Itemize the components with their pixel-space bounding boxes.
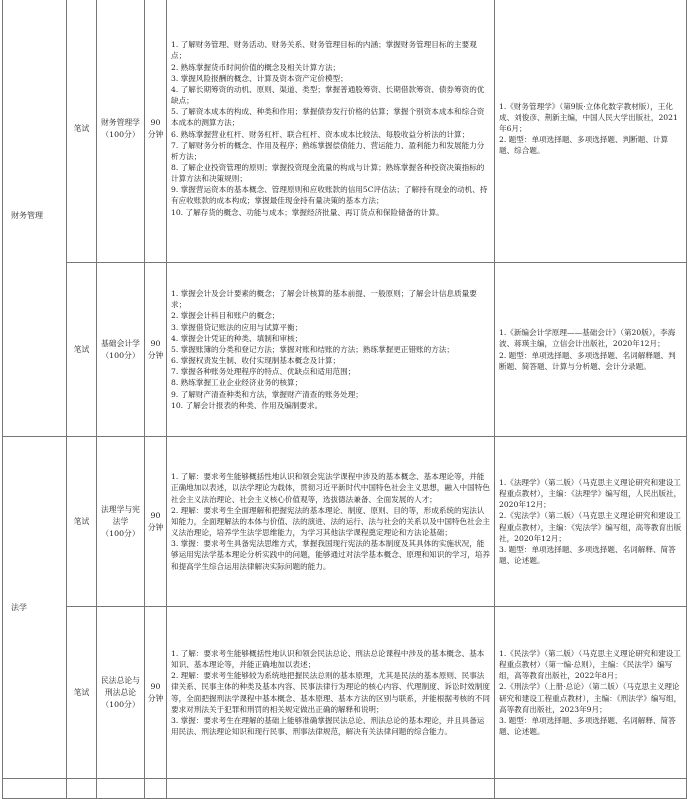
course-score: （100分） (101, 528, 140, 538)
requirement-item: 1. 了解财务管理、财务活动、财务关系、财务管理目标的内涵；掌握财务管理目标的主要观点； (171, 40, 477, 61)
requirement-item: 7. 掌握各种账务处理程序的特点、优缺点和适用范围； (171, 367, 356, 377)
textbook-item: 2.《刑法学》（上册·总论）（第二版）（马克思主义理论研究和建设工程重点教材），主编：《刑法学》编写组，高等教育出版社，2023年9月； (499, 682, 682, 714)
table-row (3, 779, 687, 799)
requirement-item: 10. 了解会计报表的种类、作用及编制要求。 (171, 400, 323, 410)
exam-type-cell: 笔试 (67, 607, 97, 779)
time-value: 90 (150, 338, 161, 348)
course-cell (97, 607, 145, 779)
requirement-item: 1. 掌握会计及会计要素的概念；了解会计核算的基本前提、一般原则；了解会计信息质量要求； (171, 289, 477, 310)
time-value: 90 (150, 681, 161, 691)
course-cell (97, 263, 145, 437)
textbook-item: 3. 题型：单项选择题、多项选择题、名词解释、简答题、论述题。 (499, 544, 676, 565)
requirement-item: 3. 掌握风险报酬的概念、计算及资本资产定价模型； (171, 73, 348, 83)
course-cell (97, 437, 145, 607)
requirement-item: 3. 掌握借贷记账法的应用与试算平衡； (171, 322, 303, 332)
time-unit: 分钟 (147, 350, 164, 360)
requirement-item: 8. 了解企业投资管理的原则；掌握投资现金流量的构成与计算；熟练掌握各种投资决策指标的计算方法和决策规则； (171, 162, 485, 184)
time-value: 90 (150, 117, 161, 127)
textbook-cell (495, 607, 687, 779)
empty-cell (67, 779, 97, 799)
requirements-cell (167, 437, 495, 607)
requirement-item: 1. 了解：要求考生能够概括性地认识和领会民法总论、刑法总论课程中涉及的基本概念、基本知识、基本理论等，并能正确地加以表述； (171, 648, 485, 670)
table-row (3, 607, 687, 779)
time-cell (145, 0, 167, 263)
exam-type-cell: 笔试 (67, 437, 97, 607)
textbook-item: 1.《民法学》（第二版）（马克思主义理论研究和建设工程重点教材）（第一编·总则），主编：《民法学》编写组，高等教育出版社，2022年8月； (499, 648, 681, 681)
requirement-item: 6. 熟练掌握营业杠杆、财务杠杆、联合杠杆、资本成本比较法、每股收益分析法的计算； (171, 129, 470, 139)
textbook-item: 2. 题型：单项选择题、多项选择题、名词解释题、判断题、简答题、计算与分析题、会计分录题。 (499, 350, 676, 371)
requirement-item: 2. 熟练掌握货币时间价值的概念及相关计算方法； (171, 62, 341, 72)
requirement-item: 1. 了解：要求考生能够概括性地认识和领会宪法学课程中涉及的基本概念、基本理论等，并能正确地加以表述，以法学理论为载体，贯彻习近平新时代中国特色社会主义思想，融入中国特色社会主义法治理论、社会主义核心价值观等，选拔德法兼备、全面发展的人才； (171, 472, 490, 504)
time-unit: 分钟 (147, 522, 164, 532)
course-name: 基础会计学 (101, 338, 140, 348)
exam-type-cell: 笔试 (67, 0, 97, 263)
textbook-cell (495, 0, 687, 263)
textbook-cell (495, 437, 687, 607)
time-cell (145, 437, 167, 607)
requirement-item: 2. 掌握会计科目和账户的概念； (171, 311, 280, 321)
time-cell (145, 607, 167, 779)
requirement-item: 9. 了解财产清查种类和方法，掌握财产清查的账务处理； (171, 389, 363, 399)
textbook-item: 1.《新编会计学原理——基础会计》（第20版），李海波、蒋瑛主编，立信会计出版社，2020年12月； (499, 328, 676, 349)
requirement-item: 2. 理解：要求考生全面理解和把握宪法的基本理论、制度、原则、目的等，形成系统的宪法认知能力，全面理解法的本体与价值、法的演进、法的运行、法与社会的关系以及中国特色社会主义法治理论，培养学生法学思维能力，为学习其他法学课程奠定理论和方法论基础； (171, 505, 490, 538)
table-row (3, 0, 687, 263)
major-cell: 法学 (3, 437, 67, 779)
requirement-item: 4. 了解长期筹资的动机、原则、渠道、类型；掌握普通股筹资、长期借款筹资、债券筹资的优缺点； (171, 84, 485, 106)
course-score: （100分） (101, 129, 140, 139)
requirement-item: 8. 熟练掌握工业企业经济业务的核算； (171, 378, 303, 388)
empty-cell (97, 779, 145, 799)
course-score: （100分） (101, 350, 140, 360)
requirement-item: 3. 掌握：要求考生在理解的基础上能够准确掌握民法总论、刑法总论的基本理论，并且具备运用民法、刑法理论知识和现行民事、刑事法律规范，解决有关法律问题的综合能力。 (171, 715, 485, 736)
course-name: 法理学与宪法学 (101, 504, 140, 526)
requirements-cell (167, 0, 495, 263)
course-score: （100分） (101, 699, 140, 709)
empty-cell (167, 779, 495, 799)
requirements-cell (167, 263, 495, 437)
requirement-item: 6. 掌握权责发生制、收付实现制基本概念及计算； (171, 356, 341, 366)
course-cell (97, 0, 145, 263)
time-unit: 分钟 (147, 129, 164, 139)
major-cell: 财务管理 (3, 0, 67, 437)
course-name: 财务管理学 (101, 117, 140, 127)
empty-cell (145, 779, 167, 799)
textbook-item: 1.《法理学》（第二版）（马克思主义理论研究和建设工程重点教材），主编：《法理学》编写组，人民出版社，2020年12月； (499, 477, 682, 510)
requirement-item: 9. 掌握营运资本的基本概念、管理原则和应收账款的信用5C评估法；了解持有现金的动机、持有应收账款的成本构成；掌握最佳现金持有量决策的基本方法； (171, 185, 488, 206)
exam-syllabus-table (2, 0, 687, 799)
table-row (3, 263, 687, 437)
requirement-item: 3. 掌握：要求考生具备宪法思维方式，掌握我国现行宪法的基本制度及其具体的实施状况，能够运用宪法学基本理论分析实践中的问题，能够通过对法学基本概念、原理和知识的学习，培养和提高学生综合运用法律解决实际问题的能力。 (171, 539, 490, 571)
textbook-item: 1.《财务管理学》（第9版·立体化数字教材版），王化成、刘俊彦、荆新主编，中国人民大学出版社，2021年6月； (499, 101, 678, 133)
requirement-item: 10. 了解存货的概念、功能与成本；掌握经济批量、再订货点和保险储备的计算。 (171, 207, 444, 217)
course-name: 民法总论与刑法总论 (101, 675, 140, 697)
exam-type-cell: 笔试 (67, 263, 97, 437)
requirements-cell (167, 607, 495, 779)
requirement-item: 2. 理解：要求考生能够较为系统地把握民法总则的基本原理，尤其是民法的基本原则、民事法律关系、民事主体的种类及基本内容、民事法律行为理论的核心内容、代理制度、诉讼时效制度等，全面把握刑法学课程中基本概念、基本原理、基本方法的区别与联系，并能根据考核的不同要求对刑法关于犯罪和刑罚的相关规定做出正确的解释和说明； (171, 671, 490, 714)
textbook-cell (495, 263, 687, 437)
requirement-item: 7. 了解财务分析的概念、作用及程序；熟练掌握偿债能力、营运能力、盈利能力和发展能力分析方法； (171, 140, 485, 161)
empty-cell (495, 779, 687, 799)
requirement-item: 4. 掌握会计凭证的种类、填制和审核； (171, 333, 303, 343)
time-unit: 分钟 (147, 693, 164, 703)
requirement-item: 5. 掌握账簿的分类和登记方法；掌握对账和结账的方法；熟练掌握更正错账的方法； (171, 344, 455, 354)
time-value: 90 (150, 510, 161, 520)
requirement-item: 5. 了解资本成本的构成、种类和作用；掌握债券发行价格的估算；掌握个别资本成本和综合资本成本的测算方法； (171, 107, 485, 128)
textbook-item: 2.《宪法学》（第二版）（马克思主义理论研究和建设工程重点教材），主编：《宪法学》编写组，高等教育出版社，2020年12月； (499, 511, 682, 543)
empty-cell (3, 779, 67, 799)
time-cell (145, 263, 167, 437)
table-row (3, 437, 687, 607)
textbook-item: 2. 题型：单项选择题、多项选择题、判断题、计算题、综合题。 (499, 135, 669, 156)
textbook-item: 3. 题型：单项选择题、多项选择题、名词解释、简答题、论述题。 (499, 715, 676, 736)
